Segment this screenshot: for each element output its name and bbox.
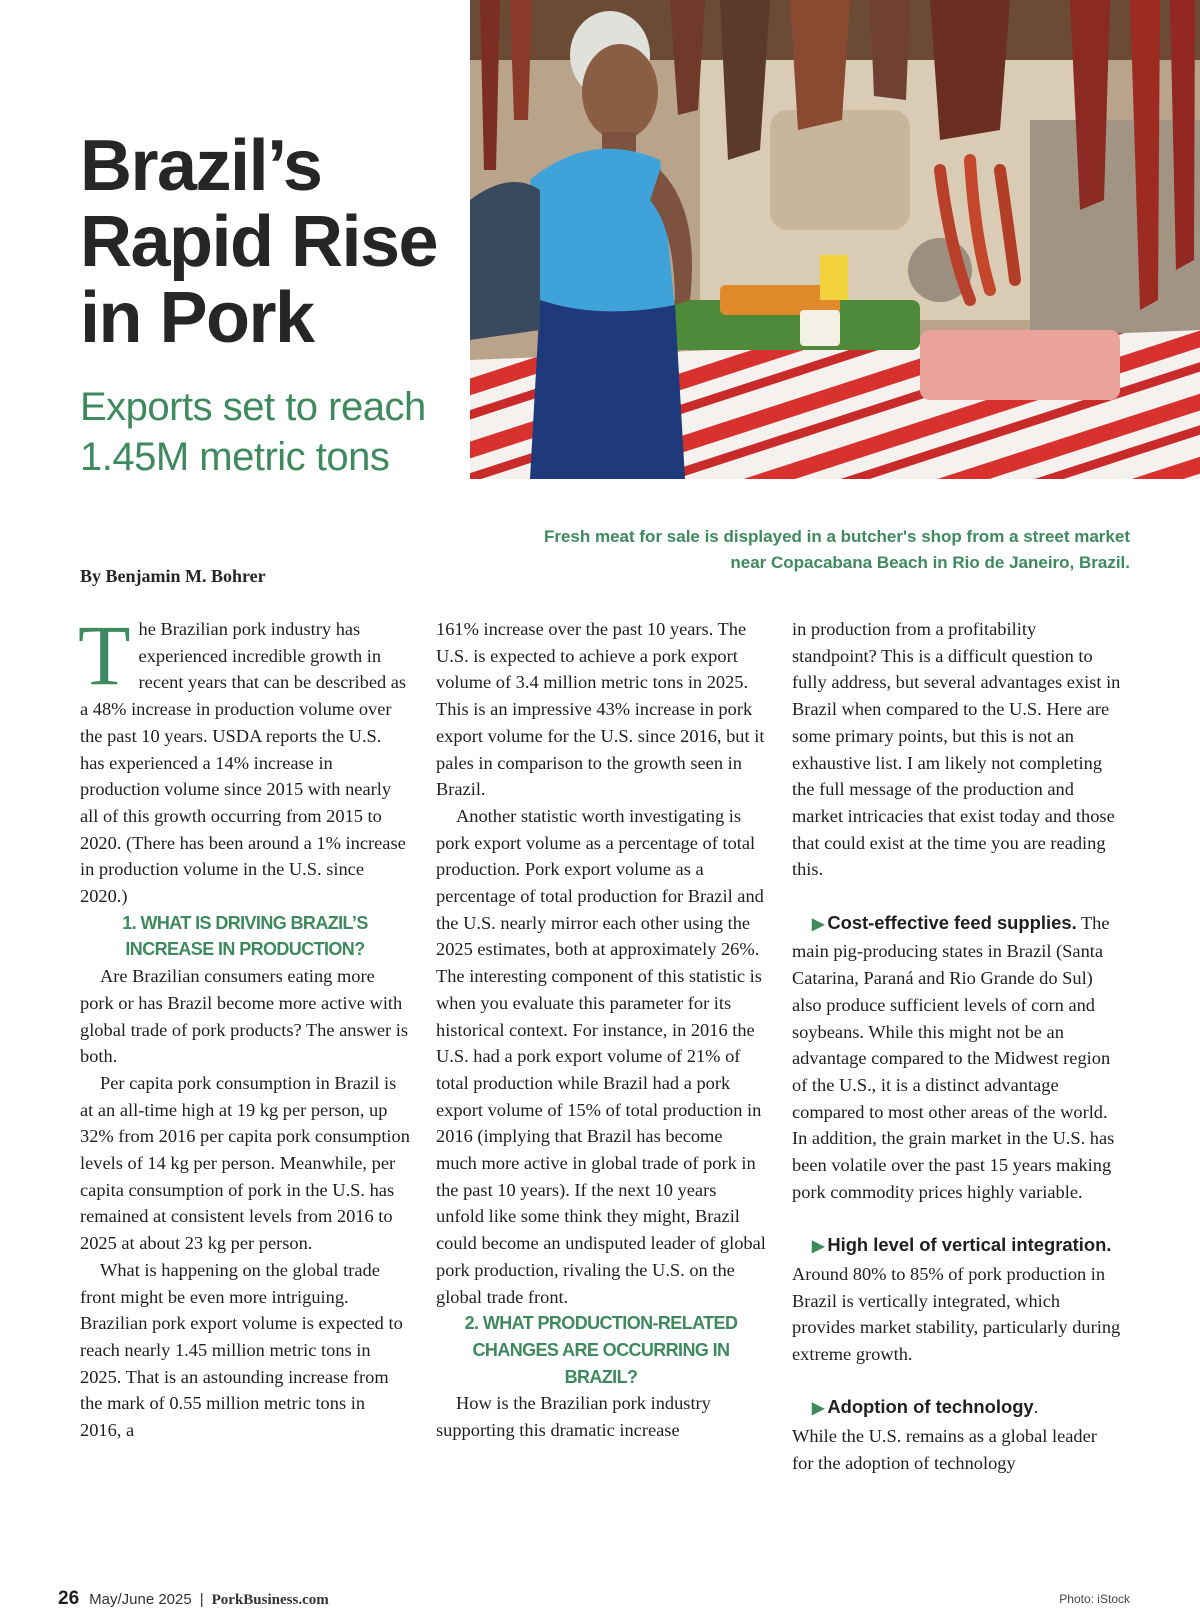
article-subtitle: Exports set to reach 1.45M metric tons [80, 385, 426, 479]
article-photo [470, 0, 1200, 479]
key-point-title: High level of vertical integration. [827, 1234, 1112, 1256]
key-point-feed [792, 910, 1122, 1206]
body-paragraph [78, 607, 410, 910]
body-paragraph: How is the Brazilian pork industry supporting this dramatic increase [436, 1393, 711, 1441]
article-column-2 [436, 616, 766, 1444]
article-column-1 [78, 607, 410, 1444]
footer-separator: | [199, 1591, 204, 1608]
article-column-3 [792, 616, 1122, 1476]
key-point-title: Adoption of technology [827, 1396, 1034, 1418]
key-point-body: Around 80% to 85% of pork production in Brazil is vertically integrated, which provides market stability, particularly during extreme growth. [792, 1263, 1121, 1364]
body-paragraph: Per capita pork consumption in Brazil is at an all-time high at 19 kg per person, up 32% from 2016 per capita pork consumption levels of 14 kg per person. Meanwhile, per capita consumption of pork in the U.S. has remained at consistent levels from 2016 to 2025 at about 23 kg per person. [80, 1072, 410, 1254]
drop-cap: T [78, 607, 131, 703]
caption-line-1: Fresh meat for sale is displayed in a butcher's shop from a street market [543, 527, 1130, 546]
key-point-title: Cost-effective feed supplies. [827, 911, 1077, 933]
article-title: Brazil’s Rapid Rise in Pork [80, 126, 438, 358]
key-point-heading [792, 1234, 1111, 1255]
section-heading-1: 1. WHAT IS DRIVING BRAZIL’S INCREASE IN PRODUCTION? [122, 912, 368, 960]
photo-credit: Photo: iStock [1059, 1592, 1130, 1606]
key-point-integration [792, 1232, 1122, 1368]
issue-date: May/June 2025 [89, 1591, 192, 1608]
author-byline: By Benjamin M. Bohrer [80, 566, 266, 586]
body-paragraph: 161% increase over the past 10 years. The U.S. is expected to achieve a pork export volume of 3.4 million metric tons in 2025. This is an impressive 43% increase in pork export volume for the U.S. since 2016, but it pales in comparison to the growth seen in Brazil. [436, 619, 765, 800]
triangle-right-icon: ▶ [812, 1400, 825, 1418]
key-point-technology [792, 1394, 1122, 1476]
body-paragraph: Another statistic worth investigating is pork export volume as a percentage of total production. Pork export volume as a percentage of total production for Brazil and the U.S. nearly mirror each other using the 2025 estimates, both at approximately 26%. The interesting component of this statistic is when you evaluate this parameter for its historical context. For instance, in 2016 the U.S. had a pork export volume of 21% of total production while Brazil had a pork export volume of 15% of total production in 2016 (implying that Brazil has become much more active in global trade of pork in the past 10 years). If the next 10 years unfold like some think they might, Brazil could become an undisputed leader of global pork production, rivaling the U.S. on the global trade front. [436, 805, 766, 1307]
key-point-heading [792, 912, 1077, 933]
body-paragraph: Are Brazilian consumers eating more pork or has Brazil become more active with global trade of pork products? The answer is both. [80, 966, 409, 1067]
body-paragraph: What is happening on the global trade front might be even more intriguing. Brazilian pork export volume is expected to reach nearly 1.45 million metric tons in 2025. That is an astounding increase from the mark of 0.55 million metric tons in 2016, a [80, 1259, 403, 1441]
key-point-heading [792, 1396, 1034, 1417]
paragraph-text: he Brazilian pork industry has experienced incredible growth in recent years that can be described as a 48% increase in production volume over the past 10 years. USDA reports the U.S. has experienced a 14% increase in production volume since 2015 with nearly all of this growth occurring from 2015 to 2020. (There has been around a 1% increase in production volume in the U.S. since 2020.) [80, 619, 407, 907]
section-heading-2: 2. WHAT PRODUCTION-RELATED CHANGES ARE OCCURRING IN BRAZIL? [464, 1313, 738, 1387]
triangle-right-icon: ▶ [812, 915, 825, 933]
body-paragraph: in production from a profitability standpoint? This is a difficult question to fully address, but several advantages exist in Brazil when compared to the U.S. Here are some primary points, but this is not an exhaustive list. I am likely not completing the full message of the production and market intricacies that exist today and those that could exist at the time you are reading this. [792, 619, 1121, 880]
photo-caption [470, 524, 1130, 576]
market-photo-illustration [470, 0, 1200, 479]
caption-line-2: near Copacabana Beach in Rio de Janeiro, Brazil. [730, 553, 1130, 572]
triangle-right-icon: ▶ [812, 1238, 825, 1256]
key-point-punctuation: . [1033, 1397, 1039, 1418]
key-point-body: The main pig-producing states in Brazil (Santa Catarina, Paraná and Rio Grande do Sul) also produce sufficient levels of corn and soybeans. While this might not be an advantage compared to the Midwest region of the U.S., it is a distinct advantage compared to most other areas of the world. In addition, the grain market in the U.S. has been volatile over the past 15 years making pork commodity prices highly variable. [792, 912, 1115, 1202]
page-footer [58, 1588, 329, 1610]
key-point-body: While the U.S. remains as a global leader for the adoption of technology [792, 1426, 1097, 1473]
page-number: 26 [58, 1588, 80, 1609]
publication-site: PorkBusiness.com [211, 1592, 329, 1608]
